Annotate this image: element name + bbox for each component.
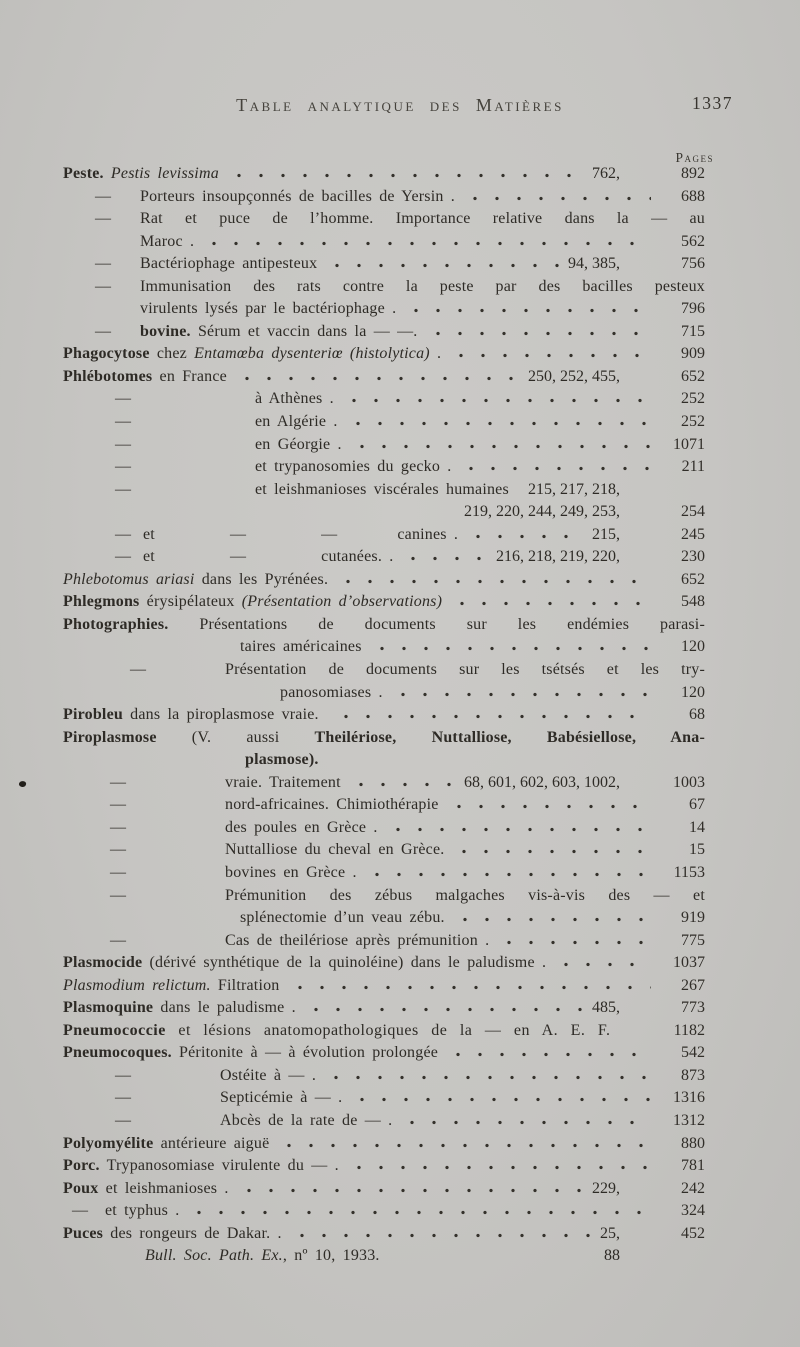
dot-leader — [453, 849, 651, 854]
dot-leader — [337, 579, 651, 584]
page-number: 120 — [681, 683, 705, 701]
dot-leader — [328, 759, 651, 764]
dot-leader — [228, 173, 586, 178]
index-entry-line — [63, 749, 705, 772]
entry-text-group — [95, 276, 705, 299]
inline-page-refs: 762, — [592, 165, 620, 182]
dot-leader — [350, 782, 458, 787]
page-number: 781 — [681, 1157, 705, 1175]
dot-leader — [291, 1233, 594, 1238]
entry-text-group — [115, 434, 342, 457]
pages-column-header: Pages — [675, 150, 714, 165]
dot-leader — [518, 489, 522, 494]
entry-text: Phlebotomus ariasi — [63, 570, 195, 588]
index-entry-line — [63, 456, 705, 479]
entry-text-group — [240, 636, 362, 659]
page-number: 1071 — [673, 435, 705, 453]
index-entry-line — [63, 727, 705, 750]
entry-text: dans les Pyrénées. — [194, 570, 329, 588]
index-entry-line — [63, 817, 705, 840]
entry-text: . — [429, 345, 442, 363]
entry-text: en Géorgie . — [255, 435, 342, 453]
page-number: 688 — [681, 187, 705, 205]
entry-text: et trypanosomies du gecko . — [255, 458, 452, 476]
entry-text-group — [110, 794, 439, 817]
entry-text: à Athènes . — [255, 390, 334, 408]
entry-text: et leishmanioses . — [98, 1179, 229, 1197]
entry-text: et typhus . — [105, 1202, 180, 1220]
dot-leader — [347, 421, 651, 426]
entry-text: — — [321, 525, 338, 543]
entry-text: Trypanosomiase virulente du — . — [99, 1157, 339, 1175]
entry-text-group — [63, 591, 442, 614]
entry-text: Péritonite à — à évolution prolongée — [171, 1044, 439, 1062]
entry-text: Entamœba dysenteriœ (histolytica) — [194, 345, 430, 363]
index-entry-line — [63, 569, 705, 592]
dot-leader — [555, 962, 651, 967]
dot-leader — [343, 398, 651, 403]
entry-text: Porteurs insoupçonnés de bacilles de Yersin . — [140, 187, 455, 205]
index-entry-line — [63, 930, 705, 953]
entry-text: — — [229, 525, 247, 543]
entry-text: des rongeurs de Dakar. . — [103, 1224, 282, 1242]
entry-text: virulents lysés par le bactériophage . — [140, 300, 397, 318]
page-number: 211 — [681, 458, 705, 476]
entry-text: Peste. — [63, 165, 104, 182]
index-entry-line — [63, 411, 705, 434]
entry-text-group — [115, 1087, 342, 1110]
inline-page-refs: 88 — [604, 1247, 620, 1265]
page-number: 880 — [681, 1134, 705, 1152]
index-entry-line — [63, 298, 705, 321]
inline-page-refs: 215, — [592, 525, 620, 543]
entry-text-group — [115, 1065, 316, 1088]
folio-page-number: 1337 — [692, 93, 733, 113]
page-number: 15 — [689, 841, 705, 859]
entry-text: Piroplasmose — [63, 728, 157, 746]
dot-leader — [389, 1255, 598, 1260]
page-number: 796 — [681, 300, 705, 318]
ditto-dash: — — [110, 818, 127, 836]
index-entry-line — [63, 231, 705, 254]
ditto-dash: — — [115, 390, 132, 408]
entry-text-group — [63, 343, 441, 366]
entry-text: Pirobleu — [63, 706, 123, 724]
index-entry-line — [63, 1223, 705, 1246]
page-number: 542 — [681, 1044, 705, 1062]
page-number: 67 — [689, 796, 705, 814]
ditto-dash: — — [110, 886, 127, 904]
entry-text-group — [63, 1133, 269, 1156]
entry-text: Phlébotomes — [63, 367, 153, 385]
ink-spot-artifact — [18, 780, 26, 788]
page-number: 562 — [681, 232, 705, 250]
dot-leader — [448, 804, 651, 809]
page-number: 242 — [681, 1179, 705, 1197]
entry-text: Bull. Soc. Path. Ex. — [145, 1247, 283, 1265]
dot-leader — [387, 827, 651, 832]
entry-text-group — [63, 952, 546, 975]
entry-text-group — [95, 186, 455, 209]
entry-text: bovines en Grèce . — [225, 863, 357, 881]
page-number: 775 — [681, 931, 705, 949]
entry-text: Pestis levissima — [103, 165, 219, 182]
index-entry-line — [63, 1087, 705, 1110]
ditto-dash: — — [115, 525, 132, 543]
index-entry-line — [63, 614, 705, 637]
ditto-dash: — — [95, 255, 112, 273]
index-entry-line — [63, 1133, 705, 1156]
inline-page-refs: 216, 218, 219, 220, — [496, 548, 620, 566]
entry-text: Cas de theilériose après prémunition . — [225, 931, 490, 949]
entry-text: Phagocytose — [63, 345, 150, 363]
entry-text-group — [95, 321, 418, 344]
entry-text-group — [140, 231, 194, 254]
dot-leader — [305, 1007, 586, 1012]
page-number: 68 — [689, 706, 705, 724]
entry-text: et lésions anatomopathologiques de la — en A. E. F. — [165, 1021, 611, 1039]
entry-text: Phlegmons — [63, 593, 140, 611]
entry-text-group — [140, 298, 396, 321]
index-entry-line — [63, 1042, 705, 1065]
entry-text: et leishmanioses viscérales humaines — [255, 480, 509, 498]
entry-text-group — [63, 1223, 282, 1246]
page-number: 909 — [681, 345, 705, 363]
entry-text: Ostéite à — . — [220, 1066, 317, 1084]
inline-page-refs: 68, 601, 602, 603, 1002, — [464, 773, 620, 791]
entry-text: Pneumococcie — [63, 1021, 166, 1039]
entry-text: Bactériophage antipesteux — [140, 255, 318, 273]
index-entry-line — [63, 186, 705, 209]
entry-text: dans la piroplasmose vraie. — [122, 706, 326, 724]
entry-text: dans le paludisme . — [153, 999, 296, 1017]
ditto-dash: — — [95, 187, 112, 205]
dot-leader — [348, 1165, 651, 1170]
index-entry-line — [63, 839, 705, 862]
entry-text-group — [115, 456, 451, 479]
entry-text: Filtration — [210, 976, 280, 994]
running-title: Table analytique des Matières — [236, 95, 564, 115]
entry-text: Plasmocide — [63, 954, 143, 972]
ditto-dash: — — [95, 322, 112, 340]
dot-leader — [392, 692, 651, 697]
ditto-dash: — — [110, 931, 127, 949]
entry-text-group — [115, 479, 509, 502]
entry-text: nord-africaines. Chimiothérapie — [225, 796, 439, 814]
index-entry-line — [63, 253, 705, 276]
entry-text-group — [63, 163, 219, 186]
ditto-dash: — — [115, 548, 132, 566]
entry-text: Septicémie à — . — [220, 1089, 343, 1107]
dot-leader — [278, 1143, 651, 1148]
entry-text: chez — [149, 345, 195, 363]
entry-text: vraie. Traitement — [225, 773, 341, 791]
dot-leader — [335, 714, 651, 719]
entry-text: cutanées. . — [321, 548, 394, 566]
page-number: 652 — [681, 570, 705, 588]
entry-text-group — [110, 817, 378, 840]
page-number: 919 — [681, 909, 705, 927]
page-number: 1037 — [673, 954, 705, 972]
entry-text: panosomiases . — [280, 683, 383, 701]
entry-text-group — [63, 997, 296, 1020]
entry-text-group — [95, 208, 705, 231]
entry-text-group — [115, 546, 393, 569]
entry-text: Présentations de documents sur les endémies parasi- — [168, 615, 705, 633]
ditto-dash: — — [110, 796, 127, 814]
dot-leader — [464, 196, 651, 201]
entry-text: , nº 10, 1933. — [282, 1247, 380, 1265]
index-entry-line — [63, 1200, 705, 1223]
index-entry-line — [63, 704, 705, 727]
ditto-dash: — — [115, 413, 132, 431]
ditto-dash: — — [95, 277, 112, 295]
index-entry-line — [63, 1110, 705, 1133]
dot-leader — [351, 1097, 651, 1102]
entry-text: canines . — [397, 525, 459, 543]
ditto-dash: — — [115, 458, 132, 476]
dot-leader — [236, 376, 522, 381]
entry-text: Prémunition des zébus malgaches vis-à-vis des — et — [225, 886, 705, 904]
entry-text-group — [63, 727, 705, 750]
page-number: 1153 — [673, 863, 705, 881]
index-entry-line — [63, 343, 705, 366]
dot-leader — [401, 1120, 651, 1125]
entry-text-group — [240, 907, 445, 930]
inline-page-refs: 250, 252, 455, — [528, 367, 620, 385]
entry-text-group — [115, 1110, 392, 1133]
index-entry-line — [63, 952, 705, 975]
entry-text: bovine. — [140, 322, 191, 340]
entry-text: Theilériose, Nuttalliose, Babésiellose, Ana- — [314, 728, 705, 746]
page-number: 324 — [681, 1202, 705, 1220]
page-number: 1316 — [673, 1089, 705, 1107]
inline-page-refs: 94, 385, — [568, 255, 620, 273]
ditto-dash: — — [115, 1089, 132, 1107]
entry-text: en France — [152, 367, 227, 385]
entry-text-group — [115, 388, 334, 411]
ditto-dash: — — [115, 435, 132, 453]
index-entry-line — [63, 388, 705, 411]
entry-text-group — [63, 1020, 611, 1043]
page-number: 252 — [681, 390, 705, 408]
ditto-dash: — — [110, 773, 127, 791]
index-entry-line — [63, 501, 705, 524]
page-number: 1003 — [673, 773, 705, 791]
ditto-dash: — — [110, 841, 127, 859]
page-number: 715 — [681, 322, 705, 340]
entry-text: splénectomie d’un veau zébu. — [240, 909, 445, 927]
entry-text-group — [110, 885, 705, 908]
entry-text-group — [72, 1200, 179, 1223]
dot-leader — [366, 872, 651, 877]
index-entry-line — [63, 1178, 705, 1201]
dot-leader — [451, 601, 651, 606]
dot-leader — [427, 331, 652, 336]
entry-text: antérieure aiguë — [153, 1134, 270, 1152]
dot-leader — [467, 534, 586, 539]
page-number: 245 — [681, 525, 705, 543]
entry-text: Pneumocoques. — [63, 1044, 172, 1062]
entry-text-group — [110, 930, 489, 953]
index-entry-line — [63, 163, 705, 186]
index-entry-line — [63, 276, 705, 299]
entry-text: Abcès de la rate de — . — [220, 1111, 393, 1129]
entry-text: — — [229, 548, 247, 566]
index-entry-line — [63, 794, 705, 817]
dot-leader — [450, 353, 651, 358]
index-entry-line — [63, 1155, 705, 1178]
entry-text: Immunisation des rats contre la peste par des bacilles pesteux — [140, 277, 705, 295]
entry-text-group — [95, 253, 317, 276]
index-entry-line — [63, 862, 705, 885]
entry-text-group — [145, 1245, 380, 1268]
entry-text-group — [130, 659, 705, 682]
ditto-dash: — — [72, 1202, 89, 1220]
page-number: 1182 — [673, 1021, 705, 1039]
dot-leader — [203, 241, 651, 246]
dot-leader — [289, 985, 652, 990]
dot-leader — [72, 511, 458, 516]
page-number: 548 — [681, 593, 705, 611]
dot-leader — [325, 1075, 651, 1080]
index-entry-line — [63, 885, 705, 908]
entry-text-group — [280, 682, 383, 705]
index-entry-line — [63, 659, 705, 682]
page-number: 773 — [681, 999, 705, 1017]
entry-text-group — [63, 704, 326, 727]
inline-page-refs: 485, — [592, 999, 620, 1017]
dot-leader — [460, 466, 651, 471]
page-number: 252 — [681, 413, 705, 431]
entry-text-group — [63, 366, 227, 389]
entry-text: et — [143, 548, 155, 566]
dot-leader — [454, 917, 651, 922]
index-entries-list — [63, 163, 705, 1268]
dot-leader — [447, 1052, 651, 1057]
inline-page-refs: 219, 220, 244, 249, 253, — [464, 503, 620, 521]
page-number: 452 — [681, 1224, 705, 1242]
entry-text: Rat et puce de l’homme. Importance relative dans la — au — [140, 210, 705, 228]
index-entry-line — [63, 772, 705, 795]
entry-text: Sérum et vaccin dans la — —. — [190, 322, 418, 340]
index-entry-line — [63, 1245, 705, 1268]
entry-text: (V. aussi — [156, 728, 315, 746]
entry-text-group — [63, 1178, 229, 1201]
entry-text-group — [63, 1042, 438, 1065]
entry-text-group — [63, 1155, 339, 1178]
dot-leader — [188, 1210, 651, 1215]
entry-text: (dérivé synthétique de la quinoléine) dans le paludisme . — [142, 954, 547, 972]
entry-text-group — [63, 569, 328, 592]
index-entry-line — [63, 366, 705, 389]
entry-text: (Présentation d’observations) — [241, 593, 443, 611]
dot-leader — [620, 1030, 651, 1035]
entry-text-group — [110, 772, 341, 795]
index-entry-line — [63, 1020, 705, 1043]
entry-text: Polyomyélite — [63, 1134, 154, 1152]
entry-text-group — [245, 749, 319, 772]
entry-text: plasmose). — [245, 751, 319, 769]
entry-text: érysipélateux — [139, 593, 242, 611]
page-number: 756 — [681, 255, 705, 273]
entry-text-group — [110, 862, 357, 885]
entry-text: Poux — [63, 1179, 99, 1197]
page-number: 1312 — [673, 1111, 705, 1129]
entry-text: Porc. — [63, 1157, 100, 1175]
dot-leader — [498, 940, 651, 945]
page-number: 652 — [681, 367, 705, 385]
index-entry-line — [63, 321, 705, 344]
page-number: 14 — [689, 818, 705, 836]
dot-leader — [238, 1188, 586, 1193]
ditto-dash: — — [110, 863, 127, 881]
entry-text: Présentation de documents sur les tsétsés et les try- — [225, 661, 705, 679]
entry-text: Puces — [63, 1224, 104, 1242]
index-entry-line — [63, 524, 705, 547]
entry-text: Plasmodium relictum. — [63, 976, 211, 994]
entry-text-group — [63, 975, 280, 998]
dot-leader — [326, 263, 562, 268]
entry-text-group — [63, 614, 705, 637]
dot-leader — [351, 444, 651, 449]
entry-text-group — [115, 411, 338, 434]
index-entry-line — [63, 975, 705, 998]
entry-text: et — [143, 525, 155, 543]
entry-text-group — [110, 839, 444, 862]
index-entry-line — [63, 434, 705, 457]
index-entry-line — [63, 546, 705, 569]
inline-page-refs: 215, 217, 218, — [528, 480, 620, 498]
dot-leader — [371, 646, 651, 651]
index-entry-line — [63, 1065, 705, 1088]
entry-text: Nuttalliose du cheval en Grèce. — [225, 841, 445, 859]
page-number: 267 — [681, 976, 705, 994]
ditto-dash: — — [115, 1111, 132, 1129]
ditto-dash: — — [115, 480, 132, 498]
page-number: 120 — [681, 638, 705, 656]
entry-text: des poules en Grèce . — [225, 818, 378, 836]
dot-leader — [405, 308, 651, 313]
index-entry-line — [63, 591, 705, 614]
ditto-dash: — — [115, 1066, 132, 1084]
entry-text: Maroc . — [140, 232, 195, 250]
dot-leader — [402, 556, 490, 561]
index-entry-line — [63, 636, 705, 659]
entry-text-group — [115, 524, 458, 547]
index-entry-line — [63, 208, 705, 231]
index-entry-line — [63, 479, 705, 502]
ditto-dash: — — [95, 210, 112, 228]
inline-page-refs: 229, — [592, 1179, 620, 1197]
index-entry-line — [63, 682, 705, 705]
page-number: 230 — [681, 548, 705, 566]
inline-page-refs: 25, — [600, 1224, 620, 1242]
index-entry-line — [63, 907, 705, 930]
entry-text: Photographies. — [63, 615, 169, 633]
entry-text: taires américaines — [240, 638, 362, 656]
entry-text: Plasmoquine — [63, 999, 154, 1017]
ditto-dash: — — [130, 661, 147, 679]
page-number: 892 — [681, 165, 705, 182]
page-number: 873 — [681, 1066, 705, 1084]
entry-text: en Algérie . — [255, 413, 338, 431]
index-entry-line — [63, 997, 705, 1020]
page-number: 254 — [681, 503, 705, 521]
